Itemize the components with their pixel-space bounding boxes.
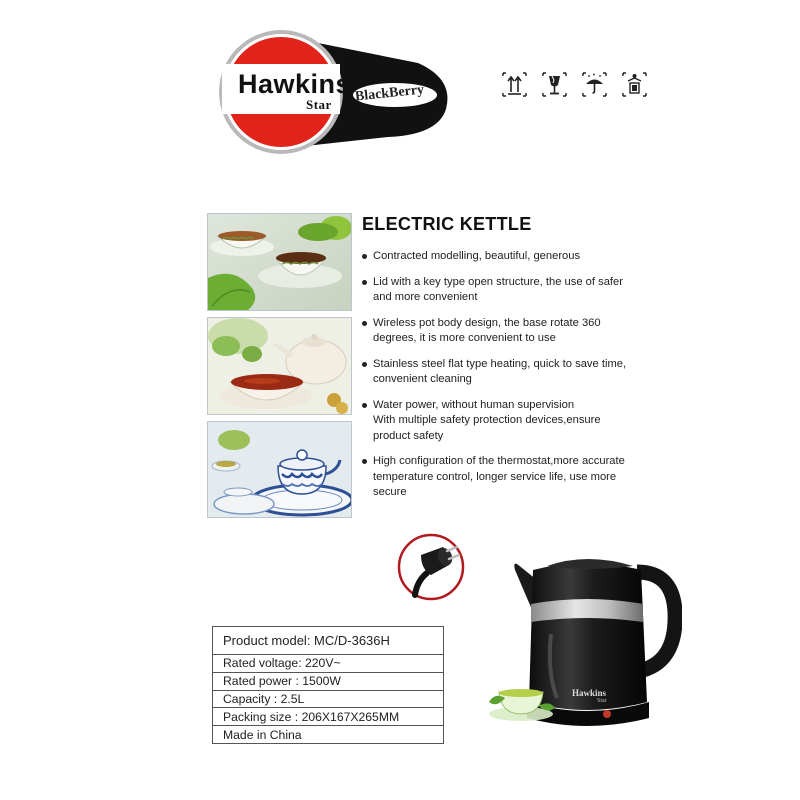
kettle-sub-text: Star xyxy=(597,698,607,704)
feature-line: Stainless steel flat type heating, quick to save time, xyxy=(373,357,627,370)
feature-item xyxy=(361,249,661,264)
logo-sub-text: Star xyxy=(306,97,332,112)
spec-table xyxy=(212,626,444,744)
power-plug-icon xyxy=(397,533,465,601)
feature-item xyxy=(361,357,661,388)
spec-row xyxy=(213,627,444,655)
feature-item xyxy=(361,454,661,500)
feature-line: secure xyxy=(373,486,407,499)
fragile-glass-icon xyxy=(540,70,569,99)
spec-row xyxy=(213,672,444,690)
logo-series-text: BlackBerry xyxy=(354,82,425,105)
spec-cell: Capacity : 2.5L xyxy=(213,690,444,708)
stacking-limit-icon xyxy=(620,70,649,99)
porcelain-tea-set-photo xyxy=(207,421,352,518)
kettle-product-image xyxy=(487,542,682,732)
feature-line: High configuration of the thermostat,more accurate xyxy=(373,455,625,468)
this-way-up-icon xyxy=(500,70,529,99)
feature-list xyxy=(361,249,661,511)
feature-item xyxy=(361,398,661,444)
logo-brand-text: Hawkins xyxy=(238,69,352,99)
feature-item xyxy=(361,316,661,347)
spec-cell: Made in China xyxy=(213,726,444,744)
tea-cups-photo xyxy=(207,213,352,311)
feature-line: degrees, it is more convenient to use xyxy=(373,332,556,345)
teapot-tea-photo xyxy=(207,317,352,415)
feature-line: Wireless pot body design, the base rotate 360 xyxy=(373,316,601,329)
handling-icons xyxy=(500,70,650,100)
spec-cell: Rated voltage: 220V~ xyxy=(213,655,444,673)
kettle-brand-text: Hawkins xyxy=(572,688,607,698)
feature-item xyxy=(361,275,661,306)
feature-line: temperature control, longer service life, use more xyxy=(373,470,617,483)
feature-line: convenient cleaning xyxy=(373,373,472,386)
feature-line: product safety xyxy=(373,429,444,442)
product-title: ELECTRIC KETTLE xyxy=(362,214,532,234)
spec-row xyxy=(213,726,444,744)
feature-line: and more convenient xyxy=(373,291,478,304)
brand-logo xyxy=(218,27,453,157)
spec-cell: Rated power : 1500W xyxy=(213,672,444,690)
spec-row xyxy=(213,690,444,708)
feature-line: Lid with a key type open structure, the use of safer xyxy=(373,275,623,288)
spec-row xyxy=(213,708,444,726)
spec-row xyxy=(213,655,444,673)
feature-line: Water power, without human supervision xyxy=(373,399,575,412)
spec-cell: Product model: MC/D-3636H xyxy=(213,627,444,655)
keep-dry-umbrella-icon xyxy=(580,70,609,99)
feature-line: Contracted modelling, beautiful, generous xyxy=(373,250,581,262)
spec-cell: Packing size : 206X167X265MM xyxy=(213,708,444,726)
feature-line: With multiple safety protection devices,ensure xyxy=(373,414,601,427)
